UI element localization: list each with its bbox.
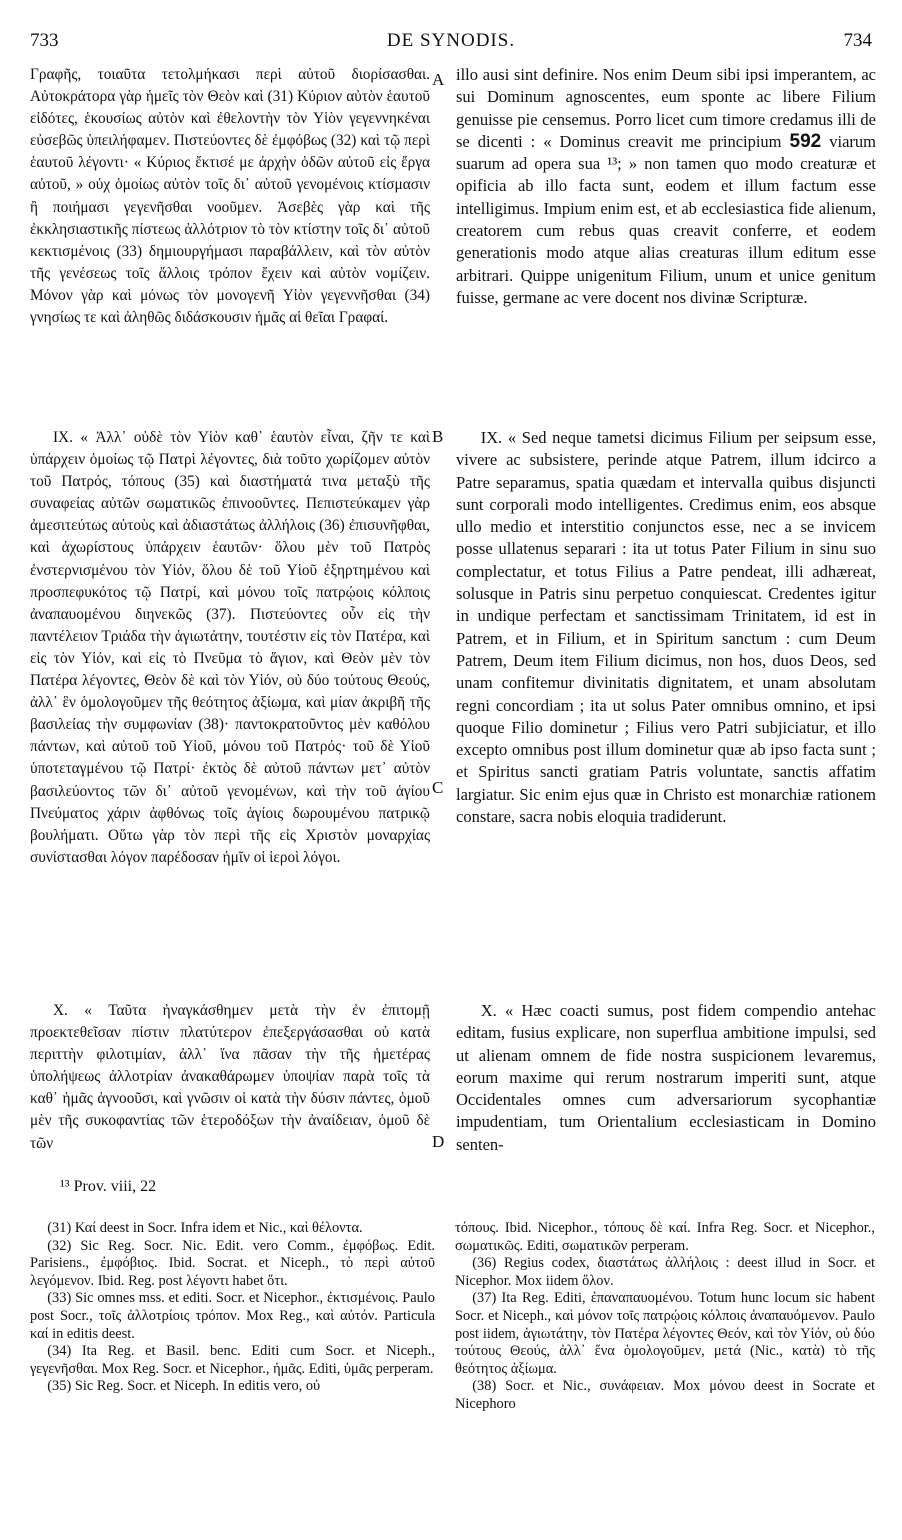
latin-paragraph: X. « Hæc coacti sumus, post fidem compendio antehac editam, fusius explicare, non superflua ambitione impulsi, sed ut alienam omnem de fide nostra suspicionem levaremus, eorum maxime qui rerum nostrarum imperiti sunt, atque Occidentales omnes cum adversariorum sycophantiæ impudentiam, tum Orientalium ecclesiasticam in Domino senten- [456,1001,876,1154]
latin-section-9 [456,427,876,828]
margin-marker-b: B [432,427,444,446]
greek-section-1 [30,64,430,329]
margin-marker-d: D [432,1132,445,1151]
critical-note: (35) Sic Reg. Socr. et Niceph. In editis vero, οὐ [47,1378,321,1395]
critical-note: (36) Regius codex, διαστάτως ἀλλήλοις : deest illud in Socr. et Nicephor. Mox iidem ὅλον. [455,1255,875,1289]
scripture-footnote: ¹³ Prov. viii, 22 [60,1178,157,1195]
latin-section-10 [456,1000,876,1156]
migne-column-number: 592 [789,130,822,152]
margin-marker-c: C [432,778,444,797]
critical-note: τόπους. Ibid. Nicephor., τόπους δὲ καί. Infra Reg. Socr. et Nicephor., σωματικῶς. Editi, σωματικῶν perperam. [455,1220,875,1254]
running-title: DE SYNODIS. [386,30,516,51]
latin-paragraph: IX. « Sed neque tametsi dicimus Filium per seipsum esse, vivere ac subsistere, perinde atque Patrem, illum idcirco a Patre separamus, spatia quædam et intervalla quibus disjuncti sunt corporali modo intelligentes. Credimus enim, eos absque ullo medio et interstitio conjunctos esse, nec a se invicem posse ullatenus separari : ita ut totus Pater Filium in sinu suo complectatur, et totus Filius a Patre pendeat, illi adhæreat, solusque in Patris sinu perpetuo conquiescat. Credentes igitur in undique perfectam et sanctissimam Trinitatem, id est in Patrem, et in Filium, et in Spiritum sanctum : cum Deum Patrem, Deum item Filium dicimus, non hos, duos Deos, sed unam confitemur divinitatis dignitatem, et unam absolutam regni concordiam ; ita ut solus Pater omnibus omnino, et ipsi quoque Filio dominetur ; Filius vero Patri subjiciatur, et illo excepto omnibus post illum dominetur quæ ab ipso facta sunt ; et Spiritus sancti gratiam Patris voluntate, sanctis affatim largiatur. Sic enim ejus quæ in Christo est monarchiæ rationem constare, sacra nobis eloquia tradiderunt. [456,428,876,827]
greek-paragraph: IX. « Ἀλλ᾽ οὐδὲ τὸν Υἱὸν καθ᾽ ἑαυτὸν εἶναι, ζῆν τε καὶ ὑπάρχειν ὁμοίως τῷ Πατρὶ λέγοντες, διὰ τοῦτο χωρίζομεν αὐτὸν τοῦ Πατρός, τόπους (35) καὶ διαστήματά τινα μεταξὺ τῆς συναφείας αὐτῶν σωματικῶς ἐπινοοῦντες. Πεπιστεύκαμεν γὰρ ἀμεσιτεύτως αὐτοὺς καὶ ἀδιαστάτως ἀλλήλοις (36) ἐπισυνῆφθαι, καὶ ἀχωρίστους ὑπάρχειν ἑαυτῶν· ὅλου μὲν τοῦ Πατρὸς ἐνστερνισμένου τὸν Υἱόν, ὅλου δὲ τοῦ Υἱοῦ ἐξηρτημένου καὶ προσπεφυκότος τῷ Πατρί, καὶ μόνου τοῖς πατρῴοις κόλποις ἀναπαυομένου διηνεκῶς (37). Πιστεύοντες οὖν εἰς τὴν παντέλειον Τριάδα τὴν ἁγιωτάτην, τουτέστιν εἰς τὸν Πατέρα, καὶ εἰς τὸν Υἱόν, καὶ εἰς τὸ Πνεῦμα τὸ ἅγιον, καὶ Θεὸν μὲν τὸν Πατέρα λέγοντες, Θεὸν δὲ καὶ τὸν Υἱόν, οὐ δύο τούτους Θεούς, ἀλλ᾽ ἓν ὁμολογοῦμεν τῆς θεότητος ἀξίωμα, καὶ μίαν ἀκριβῆ τῆς βασιλείας τὴν συμφωνίαν (38)· παντοκρατοῦντος μὲν καθόλου πάντων, καὶ αὐτοῦ τοῦ Υἱοῦ, μόνου τοῦ Πατρός· τοῦ δὲ Υἱοῦ ὑποτεταγμένου τῷ Πατρί· ἐκτὸς δὲ αὐτοῦ πάντων μετ᾽ αὐτὸν βασιλεύοντος τῶν δι᾽ αὐτοῦ γενομένων, καὶ τὴν τοῦ ἁγίου Πνεύματος χάριν ἀφθόνως τοῖς ἁγίοις δωρουμένου πατρικῷ βουλήματι. Οὕτω γὰρ τὸν περὶ τῆς εἰς Χριστὸν μοναρχίας συνίστασθαι λόγον παρέδοσαν ἡμῖν οἱ ἱεροὶ λόγοι. [30,429,430,866]
critical-notes-right [455,1220,875,1414]
latin-text: illo ausi sint definire. Nos enim Deum sibi ipsi imperantem, ac sui Dominum agnoscentes, eum sponte ac libere Filium genuisse pie censemus. Porro licet cum timore credamus illi de se dicenti : « Dominus creavit me principium [456,65,876,151]
greek-paragraph: Γραφῆς, τοιαῦτα τετολμήκασι περὶ αὐτοῦ διορίσασθαι. Αὐτοκράτορα γὰρ ἡμεῖς τὸν Θεὸν καὶ (31) Κύριον αὐτὸν ἑαυτοῦ εἰδότες, ἑκουσίως αὐτὸν καὶ ἐθελοντὴν τὸν Υἱὸν γεγεννηκέναι εὐσεβῶς ὑπειλήφαμεν. Πιστεύοντες δὲ ἐμφόβως (32) καὶ τῷ περὶ ἑαυτοῦ λέγοντι· « Κύριος ἔκτισέ με ἀρχὴν ὁδῶν αὐτοῦ εἰς ἔργα αὐτοῦ, » οὐχ ὁμοίως αὐτὸν τοῖς δι᾽ αὐτοῦ γενομένοις κτίσμασιν ἢ ποιήμασι γεγενῆσθαι νοοῦμεν. Ἀσεβὲς γὰρ καὶ τῆς ἐκκλησιαστικῆς πίστεως ἀλλότριον τὸ τὸν κτίστην τοῖς δι᾽ αὐτοῦ κεκτισμένοις (33) δημιουργήμασι παραβάλλειν, καὶ τὸν αὐτὸν τῆς γενέσεως τοῖς ἄλλοις τρόπον ἔχειν καὶ αὐτὸν νομίζειν. Μόνον γὰρ καὶ μόνως τὸν μονογενῆ Υἱὸν γεγεννῆσθαι (34) γνησίως τε καὶ ἀληθῶς διδάσκουσιν ἡμᾶς αἱ θεῖαι Γραφαί. [30,66,430,327]
critical-note: (32) Sic Reg. Socr. Nic. Edit. vero Comm., ἐμφόβως. Edit. Parisiens., ἐμφόβιος. Ibid. Socrat. et Niceph., τὸ περὶ αὐτοῦ λεγόμενον. Ibid. Reg. post λέγοντι habet ὅτι. [30,1237,435,1289]
latin-text: viarum suarum ad opera sua ¹³; » non tamen quo modo creaturæ et opificia ab illo facta sunt, eodem et illum factum esse intelligimus. Impium enim est, et ab ecclesiastica fide alienum, creatorem cum rebus quas creavit conferre, et eodem generationis modo atque alias creaturas illum editum esse arbitrari. Quippe unigenitum Filium, unum et unice genitum fuisse, germane ac vere docent nos divinæ Scripturæ. [456,131,876,307]
latin-section-1 [456,64,876,309]
critical-note: (33) Sic omnes mss. et editi. Socr. et Nicephor., ἐκτισμένοις. Paulo post Socr., τοῖς ἀλλοτρίοις τρόπον. Mox Reg., καὶ αὐτόν. Particula καί in editis deest. [30,1290,435,1342]
greek-section-9 [30,427,430,869]
margin-marker-a: A [432,70,445,89]
greek-paragraph: X. « Ταῦτα ἠναγκάσθημεν μετὰ τὴν ἐν ἐπιτομῇ προεκτεθεῖσαν πίστιν πλατύτερον ἐπεξεργάσασθαι οὐ κατὰ περιττὴν φιλοτιμίαν, ἀλλ᾽ ἵνα πᾶσαν τὴν τῆς ἡμετέρας ὑπολήψεως ἀλλοτρίαν ἀνακαθάρωμεν ὑποψίαν παρὰ τοῖς τὰ καθ᾽ ἡμᾶς ἀγνοοῦσι, καὶ γνῶσιν οἱ κατὰ τὴν δύσιν πάντες, ὁμοῦ μὲν τῆς συκοφαντίας τῶν ἑτεροδόξων τὴν ἀναίδειαν, ὁμοῦ δὲ τῶν [30,1002,430,1152]
page-number-right: 734 [843,30,872,51]
critical-note: (34) Ita Reg. et Basil. benc. Editi cum Socr. et Niceph., γεγενῆσθαι. Mox Reg. Socr. et Nicephor., ἡμᾶς. Editi, ὑμᾶς perperam. [30,1343,435,1377]
critical-note: (37) Ita Reg. Editi, ἐπαναπαυομένου. Totum hunc locum sic habent Socr. et Niceph., καὶ μόνον τοῖς πατρῴοις κόλποις ἀναπαυόμενον. Paulo post iidem, ἁγιωτάτην, τὸν Πατέρα λέγοντες Θεόν, καὶ τὸν Υἱόν, οὐ δύο τούτους Θεούς, ἀλλ᾽ ἕνα ὁμολογοῦμεν, μετά (Nic., κατὰ) τὸ τῆς θεότητος ἀξίωμα. [455,1290,875,1377]
critical-notes-left [30,1220,435,1396]
greek-section-10 [30,1000,430,1155]
latin-paragraph [456,64,876,309]
critical-note: (31) Καί deest in Socr. Infra idem et Nic., καὶ θέλοντα. [47,1220,363,1236]
critical-note: (38) Socr. et Nic., συνάφειαν. Mox μόνου deest in Socrate et Nicephoro [455,1378,875,1412]
page-number-left: 733 [30,30,59,51]
